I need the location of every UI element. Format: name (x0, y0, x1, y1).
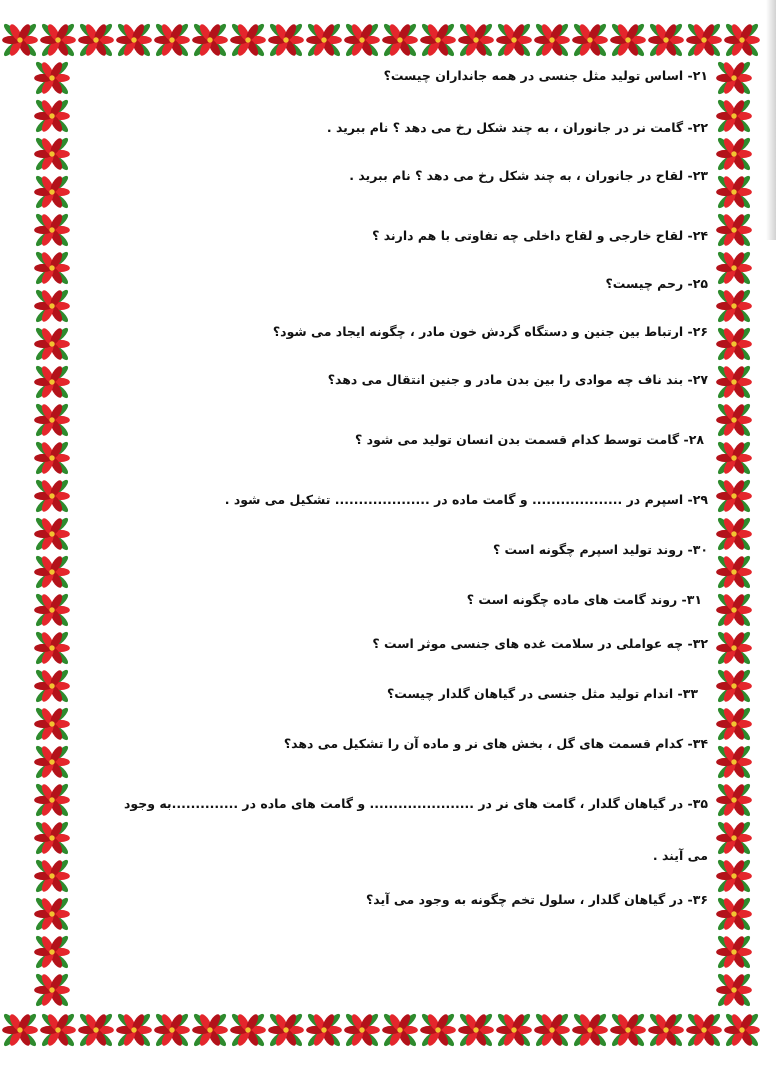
page-edge-shadow (766, 0, 776, 240)
question-36: ۳۶- در گیاهان گلدار ، سلول تخم چگونه به وجود می آید؟ (366, 892, 708, 907)
poinsettia-flower-icon (716, 364, 752, 400)
poinsettia-flower-icon (716, 478, 752, 514)
poinsettia-flower-icon (716, 972, 752, 1008)
question-35-continuation: می آیند . (652, 848, 708, 863)
poinsettia-flower-icon (716, 668, 752, 704)
poinsettia-flower-icon (716, 402, 752, 438)
poinsettia-flower-icon (716, 934, 752, 970)
question-27: ۲۷- بند ناف چه موادی را بین بدن مادر و جنین انتقال می دهد؟ (327, 372, 708, 387)
question-31: ۳۱- روند گامت های ماده چگونه است ؟ (466, 592, 702, 607)
poinsettia-flower-icon (716, 60, 752, 96)
question-24: ۲۴- لقاح خارجی و لقاح داخلی چه تفاوتی با هم دارند ؟ (372, 228, 708, 243)
question-29: ۲۹- اسپرم در ................... و گامت ماده در .................... تشکیل می شود . (224, 492, 708, 507)
poinsettia-flower-icon (716, 326, 752, 362)
poinsettia-flower-icon (716, 592, 752, 628)
question-34: ۳۴- کدام قسمت های گل ، بخش های نر و ماده آن را تشکیل می دهد؟ (283, 736, 708, 751)
poinsettia-flower-icon (716, 440, 752, 476)
question-22: ۲۲- گامت نر در جانوران ، به چند شکل رخ می دهد ؟ نام ببرید . (326, 120, 708, 135)
question-33: ۳۳- اندام تولید مثل جنسی در گیاهان گلدار چیست؟ (386, 686, 698, 701)
poinsettia-flower-icon (716, 896, 752, 932)
question-25: ۲۵- رحم چیست؟ (605, 276, 708, 291)
poinsettia-flower-icon (716, 288, 752, 324)
question-35: ۳۵- در گیاهان گلدار ، گامت های نر در ...................... و گامت های ماده در ..............به وجود (123, 796, 708, 811)
poinsettia-flower-icon (716, 744, 752, 780)
poinsettia-flower-icon (716, 516, 752, 552)
question-32: ۳۲- چه عواملی در سلامت غده های جنسی موثر است ؟ (372, 636, 708, 651)
question-30: ۳۰- روند تولید اسپرم چگونه است ؟ (492, 542, 708, 557)
poinsettia-flower-icon (716, 212, 752, 248)
question-28: ۲۸- گامت توسط کدام قسمت بدن انسان تولید می شود ؟ (355, 432, 704, 447)
question-26: ۲۶- ارتباط بین جنین و دستگاه گردش خون مادر ، چگونه ایجاد می شود؟ (272, 324, 708, 339)
poinsettia-flower-icon (716, 820, 752, 856)
poinsettia-flower-icon (716, 554, 752, 590)
poinsettia-flower-icon (716, 136, 752, 172)
question-21: ۲۱- اساس تولید مثل جنسی در همه جانداران چیست؟ (383, 68, 708, 83)
question-23: ۲۳- لقاح در جانوران ، به چند شکل رخ می دهد ؟ نام ببرید . (349, 168, 708, 183)
poinsettia-flower-icon (716, 174, 752, 210)
poinsettia-flower-icon (716, 706, 752, 742)
poinsettia-flower-icon (716, 630, 752, 666)
poinsettia-flower-icon (716, 98, 752, 134)
poinsettia-flower-icon (716, 782, 752, 818)
poinsettia-flower-icon (716, 858, 752, 894)
poinsettia-flower-icon (716, 250, 752, 286)
